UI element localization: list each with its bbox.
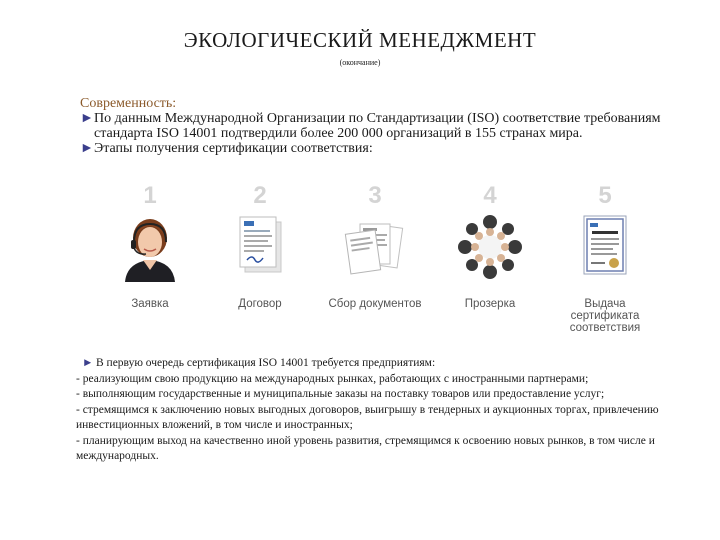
step-label: Выдача сертификата соответствия	[569, 298, 641, 334]
certification-steps	[95, 182, 665, 342]
step-number: 2	[253, 182, 267, 209]
step-2	[205, 182, 315, 342]
page-title: ЭКОЛОГИЧЕСКИЙ МЕНЕДЖМЕНТ	[183, 28, 537, 52]
step-1	[95, 182, 205, 342]
bullet-arrow-icon: ►	[82, 357, 94, 369]
requirement-item: - планирующим выход на качественно иной уровень развития, стремящимся к освоению новых рынков, в том числе и международных.	[76, 434, 655, 462]
requirement-item: - реализующим свою продукцию на международных рынках, работающих с иностранными партнерами;	[76, 372, 589, 385]
requirement-item: - выполняющим государственные и муниципальные заказы на поставку товаров или предоставление услуг;	[76, 388, 605, 400]
team-circle-icon	[455, 212, 525, 282]
certificate-icon	[570, 212, 640, 282]
intro-bullet-2	[80, 141, 680, 156]
step-number: 5	[598, 182, 612, 209]
section-heading: Современность:	[80, 96, 177, 111]
step-5	[550, 182, 660, 342]
step-label: Сбор документов	[328, 298, 422, 310]
requirements-section	[76, 356, 696, 465]
page-subtitle: (окончание)	[339, 58, 381, 67]
documents-stack-icon	[340, 212, 410, 282]
contract-document-icon	[225, 212, 295, 282]
step-3	[320, 182, 430, 342]
step-number: 3	[368, 182, 382, 209]
requirement-item: - стремящимся к заключению новых выгодных договоров, выигрышу в тендерных и аукционных торгах, привлечению инвестиционных вложений, в том числе и иностранных;	[76, 403, 659, 431]
bullet-text: По данным Международной Организации по Стандартизации (ISO) соответствие требованиям стандарта ISO 14001 подтвердили более 200 000 организаций в 155 странах мира.	[94, 111, 661, 141]
bullet-arrow-icon: ►	[80, 111, 94, 126]
operator-headset-icon	[115, 212, 185, 282]
intro-section	[80, 96, 680, 156]
lead-text: В первую очередь сертификация ISO 14001 требуется предприятиям:	[96, 357, 436, 369]
step-label: Заявка	[131, 298, 169, 310]
requirements-lead	[76, 356, 696, 372]
bullet-text: Этапы получения сертификации соответствия:	[94, 141, 373, 156]
bullet-arrow-icon: ►	[80, 141, 94, 156]
intro-bullet-1	[80, 111, 680, 141]
step-number: 1	[143, 182, 157, 209]
step-number: 4	[483, 182, 497, 209]
step-4	[435, 182, 545, 342]
step-label: Договор	[238, 298, 282, 310]
step-label: Прозерка	[464, 298, 516, 310]
